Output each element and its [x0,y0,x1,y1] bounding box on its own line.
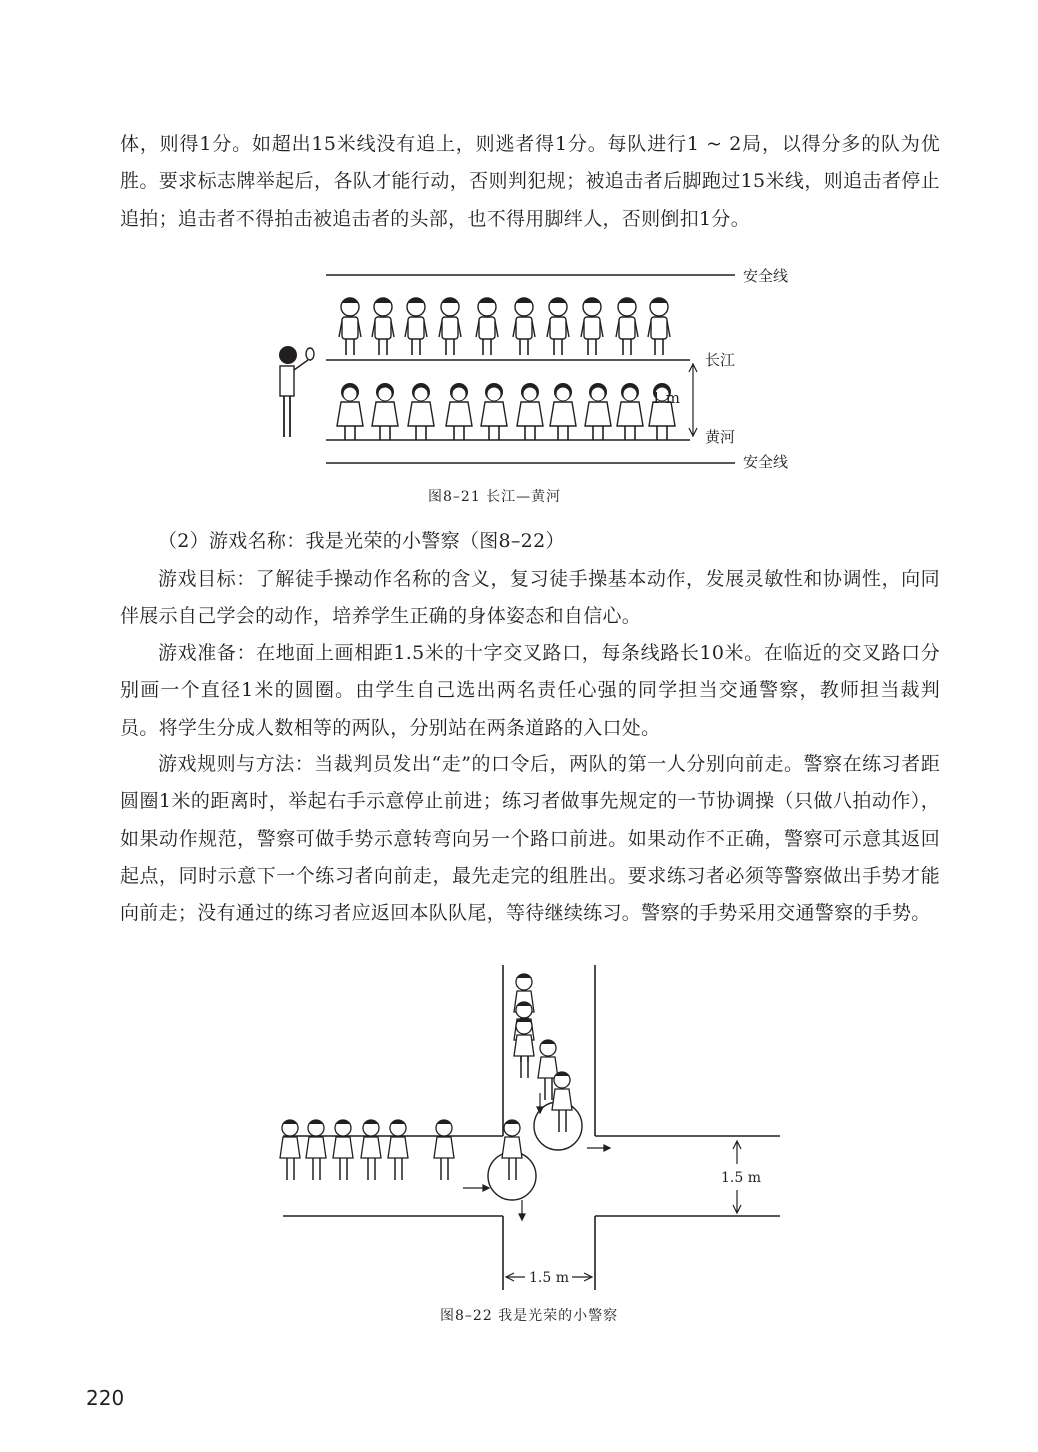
label-safety-top: 安全线 [743,267,789,285]
direction-arrows [463,1093,610,1220]
paragraph-preparation: 游戏准备：在地面上画相距1.5米的十字交叉路口，每条线路长10米。在临近的交叉路口分别画一个直径1米的圆圈。由学生自己选出两名责任心强的同学担当交通警察，教师担当裁判员。将学生分成人数相等的两队，分别站在两条道路的入口处。 [120,642,940,739]
figure-8-21-caption: 图8–21 长江—黄河 [428,489,562,505]
label-vertical-distance: 1.5 m [721,1170,761,1186]
paragraph-goal: 游戏目标：了解徒手操动作名称的含义，复习徒手操基本动作，发展灵敏性和协调性，向同伴展示自己学会的动作，培养学生正确的身体姿态和自信心。 [120,568,940,628]
figure-8-22-caption: 图8–22 我是光荣的小警察 [440,1308,619,1324]
label-huanghe: 黄河 [705,428,736,446]
row-changjiang [339,298,670,355]
game-title: （2）游戏名称：我是光荣的小警察（图8–22） [158,530,565,552]
circle-left [488,1152,536,1200]
police-top [552,1072,572,1132]
label-horizontal-distance: 1.5 m [529,1270,569,1286]
paragraph-rules: 游戏规则与方法：当裁判员发出“走”的口令后，两队的第一人分别向前走。警察在练习者距圆圈1米的距离时，举起右手示意停止前进；练习者做事先规定的一节协调操（只做八拍动作），如果动作规范，警察可做手势示意转弯向另一个路口前进。如果动作不正确，警察可示意其返回起点，同时示意下一个练习者向前走，最先走完的组胜出。要求练习者必须等警察做出手势才能向前走；没有通过的练习者应返回本队队尾，等待继续练习。警察的手势采用交通警察的手势。 [120,753,940,925]
row-huanghe [337,383,675,440]
referee-figure [279,346,314,437]
figure-8-22 [0,960,1038,1300]
page-number: 220 [86,1386,125,1410]
label-safety-bottom: 安全线 [743,453,789,471]
queue-top [514,974,558,1100]
figure-8-21 [0,250,1038,510]
label-changjiang: 长江 [705,351,736,369]
paragraph-continuation: 体，则得1分。如超出15米线没有追上，则逃者得1分。每队进行1 ~ 2局，以得分多的队为优胜。要求标志牌举起后，各队才能行动，否则判犯规；被追击者后脚跑过15米线，则追击者停止追拍；追击者不得拍击被追击者的头部，也不得用脚绊人，否则倒扣1分。 [120,133,940,230]
label-distance: 1 m [651,389,680,407]
police-left [502,1120,522,1180]
queue-left [280,1120,454,1180]
